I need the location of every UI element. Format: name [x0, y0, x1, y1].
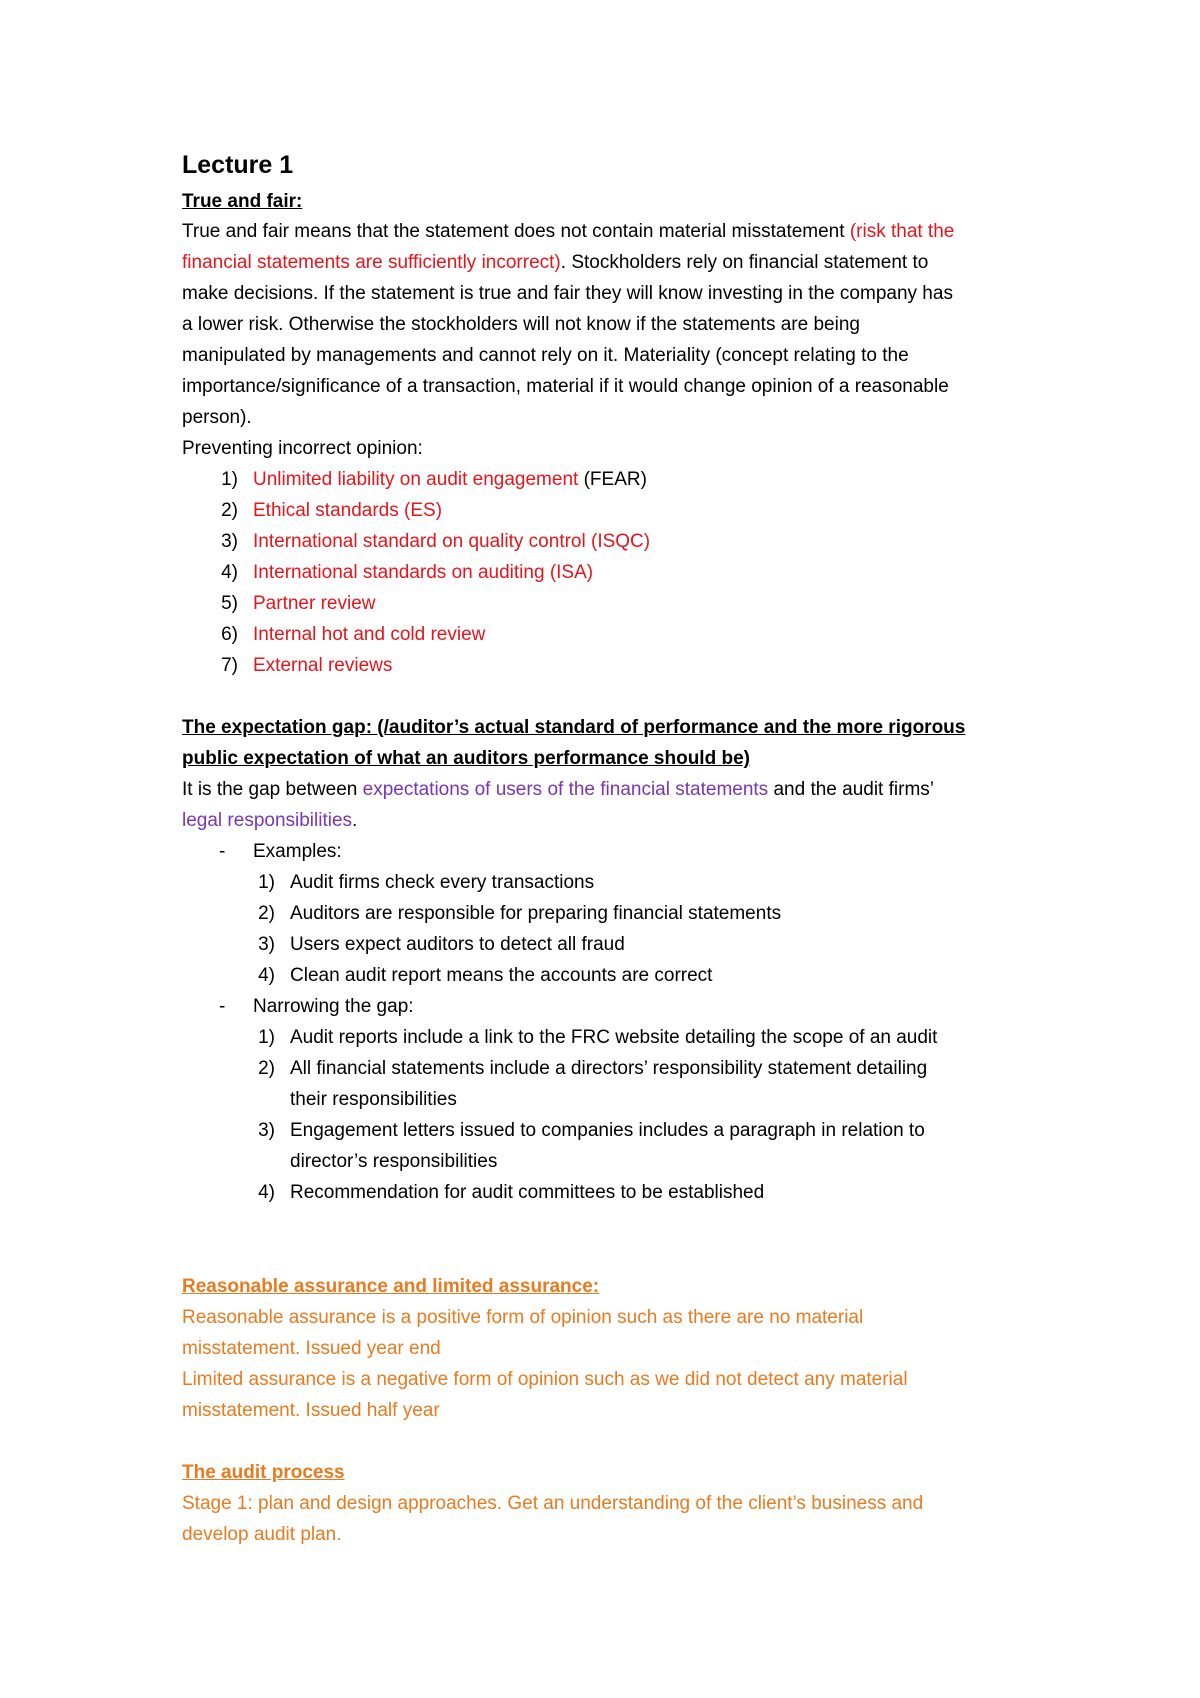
section-heading-audit-process: The audit process	[182, 1462, 345, 1483]
text-span: and the audit firms’	[768, 779, 934, 800]
list-text: Engagement letters issued to companies includes a paragraph in relation to	[290, 1120, 925, 1141]
list-item-continuation: director’s responsibilities	[290, 1151, 498, 1172]
paragraph-line: person).	[182, 407, 252, 428]
list-number: 1)	[258, 872, 275, 893]
list-number: 2)	[221, 500, 238, 521]
text-span: . Stockholders rely on financial statement to	[560, 252, 929, 273]
list-text: Partner review	[253, 593, 376, 614]
highlight-text: legal responsibilities	[182, 810, 353, 831]
paragraph-line	[182, 809, 357, 833]
paragraph-line: Limited assurance is a negative form of opinion such as we did not detect any material	[182, 1369, 908, 1390]
paragraph-line: importance/significance of a transaction, material if it would change opinion of a reasonable	[182, 376, 949, 397]
list-number: 4)	[258, 1182, 275, 1203]
list-text: Internal hot and cold review	[253, 624, 486, 645]
text-span: .	[352, 810, 358, 831]
list-number: 2)	[258, 903, 275, 924]
list-text: Recommendation for audit committees to be established	[290, 1182, 765, 1203]
list-text: Users expect auditors to detect all fraud	[290, 934, 625, 955]
list-number: 4)	[258, 965, 275, 986]
paragraph-line: develop audit plan.	[182, 1524, 342, 1545]
paragraph-line: misstatement. Issued year end	[182, 1338, 441, 1359]
page-title: Lecture 1	[182, 151, 294, 179]
paragraph-line	[182, 220, 954, 244]
dash-bullet: -	[219, 996, 226, 1017]
list-number: 1)	[258, 1027, 275, 1048]
list-text: International standard on quality control (ISQC)	[253, 531, 651, 552]
paragraph-line	[182, 251, 928, 275]
highlight-text: (risk that the	[849, 221, 955, 242]
examples-label: Examples:	[253, 841, 342, 862]
section-heading-assurance: Reasonable assurance and limited assurance:	[182, 1276, 600, 1297]
highlight-text: financial statements are sufficiently incorrect)	[182, 252, 561, 273]
section-heading-expectation-gap-cont: public expectation of what an auditors performance should be)	[182, 748, 750, 769]
list-text: Ethical standards (ES)	[253, 500, 443, 521]
list-number: 3)	[221, 531, 238, 552]
list-text: Clean audit report means the accounts are correct	[290, 965, 713, 986]
list-number: 3)	[258, 934, 275, 955]
dash-bullet: -	[219, 841, 226, 862]
list-text: Audit firms check every transactions	[290, 872, 595, 893]
list-number: 3)	[258, 1120, 275, 1141]
section-heading-true-fair: True and fair:	[182, 191, 303, 212]
list-text: Audit reports include a link to the FRC website detailing the scope of an audit	[290, 1027, 938, 1048]
paragraph-line: manipulated by managements and cannot rely on it. Materiality (concept relating to the	[182, 345, 909, 366]
paragraph-line: Reasonable assurance is a positive form of opinion such as there are no material	[182, 1307, 864, 1328]
list-number: 6)	[221, 624, 238, 645]
text-span: It is the gap between	[182, 779, 363, 800]
paragraph-line: a lower risk. Otherwise the stockholders will not know if the statements are being	[182, 314, 860, 335]
list-text: Unlimited liability on audit engagement	[253, 469, 579, 490]
list-suffix: (FEAR)	[578, 469, 647, 490]
narrowing-label: Narrowing the gap:	[253, 996, 414, 1017]
preventing-label: Preventing incorrect opinion:	[182, 438, 423, 459]
list-number: 1)	[221, 469, 238, 490]
list-text: External reviews	[253, 655, 393, 676]
list-number: 7)	[221, 655, 238, 676]
paragraph-line: misstatement. Issued half year	[182, 1400, 440, 1421]
paragraph-line	[182, 778, 934, 802]
paragraph-line: make decisions. If the statement is true and fair they will know investing in the company has	[182, 283, 953, 304]
list-text: Auditors are responsible for preparing financial statements	[290, 903, 782, 924]
list-text: International standards on auditing (ISA)	[253, 562, 594, 583]
text-span: True and fair means that the statement does not contain material misstatement	[182, 221, 850, 242]
highlight-text: expectations of users of the financial statements	[362, 779, 769, 800]
list-item-continuation: their responsibilities	[290, 1089, 457, 1110]
list-number: 4)	[221, 562, 238, 583]
list-number: 2)	[258, 1058, 275, 1079]
list-number: 5)	[221, 593, 238, 614]
paragraph-line: Stage 1: plan and design approaches. Get an understanding of the client’s business and	[182, 1493, 924, 1514]
list-text: All financial statements include a directors’ responsibility statement detailing	[290, 1058, 928, 1079]
section-heading-expectation-gap: The expectation gap: (/auditor’s actual standard of performance and the more rigorous	[182, 717, 966, 738]
